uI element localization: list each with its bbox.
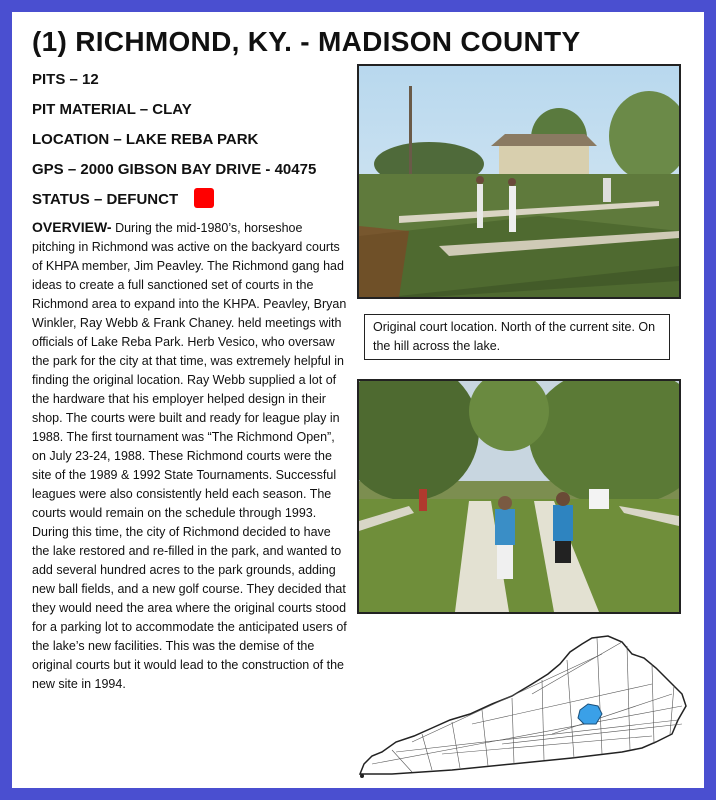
photo-original-courts bbox=[357, 64, 681, 299]
status-indicator bbox=[194, 188, 214, 208]
overview-text: During the mid-1980’s, horseshoe pitching in Richmond was active on the backyard courts of KHPA member, Jim Peavley. The Richmond gang had ideas to create a full sanctioned set of courts in the Richmond area to expand into the KHPA. Peavley, Bryan Winkler, Ray Webb & Frank Chaney. held meetings with officials of Lake Reba Park. Herb Vesico, who oversaw the park for the city at that time, was extremely helpful in finding the original location. Ray Webb supplied a lot of the hardware that his employer helped design in their shop. The courts were built and ready for league play in 1988. The first tournament was “The Richmond Open”, on July 23-24, 1988. These Richmond courts were the site of the 1989 & 1992 State Tournaments. Successful leagues were also consistently held each season. The courts would remain on the schedule through 1993. During this time, the city of Richmond decided to have the lake restored and re-filled in the park, and wanted to add several hundred acres to the park grounds, adding new ball fields, and a new golf course. They decided that they would need the area where the original courts stood for a parking lot to accommodate the anticipated users of the lake’s new facilities. This was the demise of the original courts but it would lead to the construction of the new site in 1994. bbox=[32, 221, 347, 691]
fact-location: LOCATION – LAKE REBA PARK bbox=[32, 131, 259, 148]
facts-list bbox=[32, 70, 352, 220]
overview-heading: OVERVIEW- bbox=[32, 219, 112, 235]
overview-paragraph bbox=[32, 218, 347, 694]
photo-players bbox=[357, 379, 681, 614]
fact-pits: PITS – 12 bbox=[32, 71, 99, 88]
page bbox=[12, 12, 704, 788]
fact-status-row bbox=[32, 190, 352, 220]
kentucky-county-map bbox=[352, 624, 692, 780]
fact-status: STATUS – DEFUNCT bbox=[32, 191, 179, 208]
fact-gps: GPS – 2000 GIBSON BAY DRIVE - 40475 bbox=[32, 161, 317, 178]
page-title: (1) RICHMOND, KY. - MADISON COUNTY bbox=[32, 26, 581, 57]
fact-material: PIT MATERIAL – CLAY bbox=[32, 101, 192, 118]
photo-caption: Original court location. North of the current site. On the hill across the lake. bbox=[364, 314, 670, 360]
